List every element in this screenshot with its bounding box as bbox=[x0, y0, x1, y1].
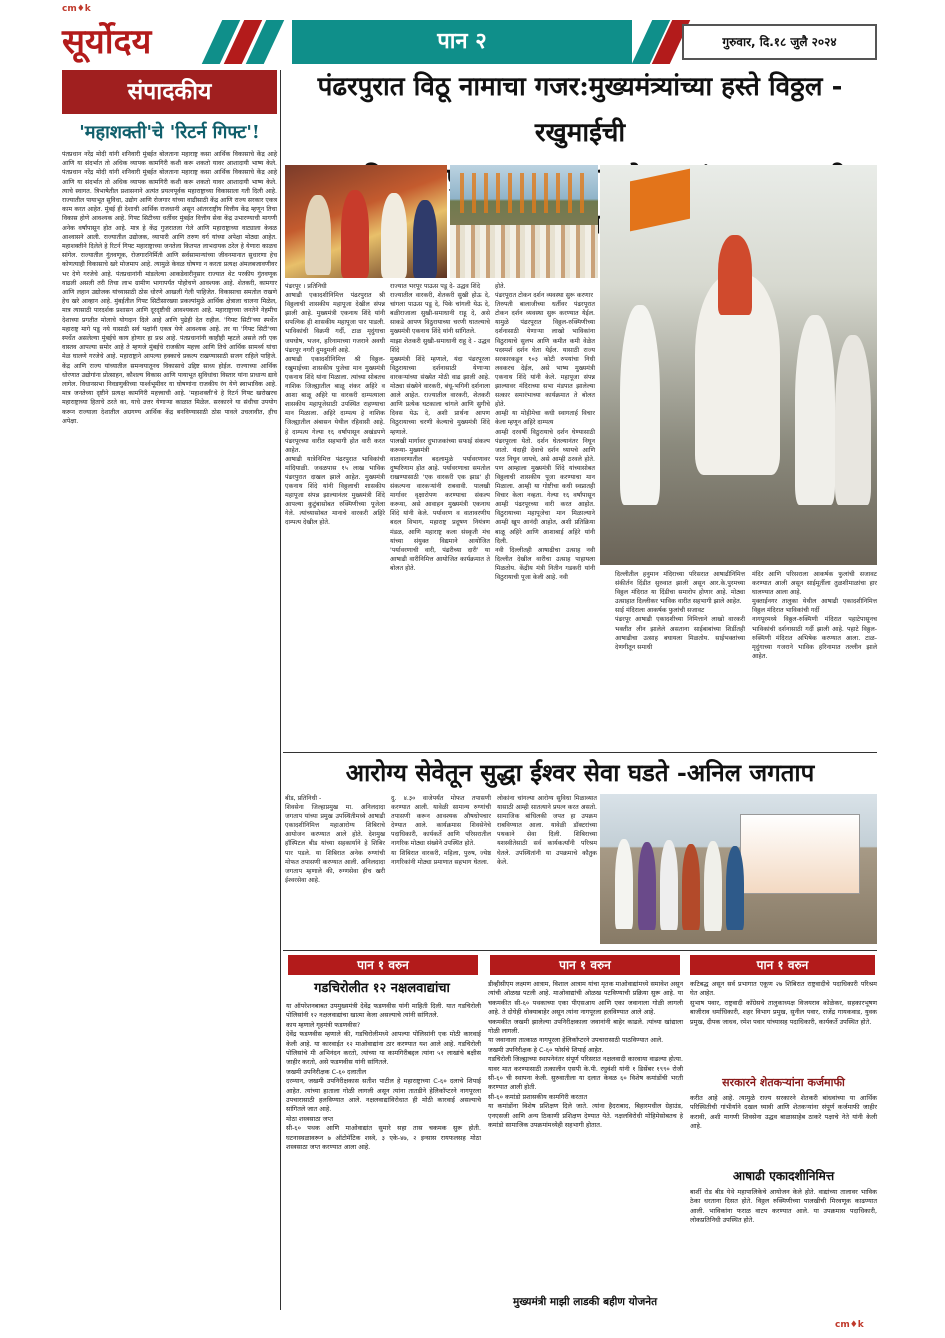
right-story-body-1: कटिबद्ध असून सर्व प्रभागात एकूण २७ शिबिरात राष्ट्रवादीचे पदाधिकारी परिश्रम घेत आहेत. सुभाष पवार, राष्ट्रवादी काँग्रेसचे तालुकाध्यक्ष विजयराव कोळेकर, सहकारभूषण बाजीराव धर्माधिकारी, शहर विभाग प्रमुख, सुनील पवार, राजेंद्र गायकवाड, युवक प्रमुख, दीपक जाधव, रमेश पवार यांच्यासह पदाधिकारी, कार्यकर्ते उपस्थित होते. bbox=[690, 980, 877, 1026]
naxal-story-body: या ऑपरेशनबाबत उपमुख्यमंत्री देवेंद्र फडणवीस यांनी माहिती दिली. यात गडचिरोली पोलिसांनी १२ नक्षलवाद्यांचा खात्मा केला असल्याचे त्यांनी सांगितले. काय म्हणाले गृहमंत्री फडणवीस? देवेंद्र फडणवीस म्हणाले की, गडचिरोलीमध्ये आपल्या पोलिसांनी एक मोठी कारवाई केली आहे. या कारवाईत १२ माओवाद्यांना ठार करण्यात यश आले आहे. गडचिरोली पोलिसांचे मी अभिनंदन करतो, त्यांच्या या कामगिरीबद्दल त्यांना ५१ लाखांचे बक्षीस जाहीर करतो, असे फडणवीस यांनी सांगितले. जखमी उपनिरीक्षक C-६० दलातील दरम्यान, जखमी उपनिरीक्षकास सतीश पाटील हे महाराष्ट्राच्या C-६० दलाचे शिपाई आहेत. त्यांच्या हाताला गोळी लागली असून त्यांना तातडीने हेलिकॉप्टरने नागपूरला उपचारासाठी हलविण्यात आले. नक्षलवाद्यांविरोधात ही मोठी कारवाई असल्याचे सांगितले जात आहे. मोठा शस्त्रसाठा जप्त सी-६० पथक आणि माओवाद्यांत सुमारे सहा तास चकमक सुरू होती. घटनास्थळावरून ७ ऑटोमॅटिक शस्त्रे, ३ एके-४७, २ इन्सास रायफलसह मोठा शस्त्रसाठा जप्त करण्यात आला आहे. bbox=[286, 1002, 481, 1152]
photo-flag bbox=[630, 169, 690, 232]
naxal-headline: गडचिरोलीत १२ नक्षलवाद्यांचा bbox=[314, 981, 450, 996]
print-mark-bottom: cm♦k bbox=[835, 1320, 864, 1330]
section-divider bbox=[283, 752, 877, 753]
health-story-column-3: लोकांना चांगल्या आरोग्य सुविधा मिळाव्यात यासाठी आम्ही सातत्याने प्रयत्न करत असतो. सामाजिक बांधिलकी जपत हा उपक्रम राबविण्यात आला. यावेळी डॉक्टरांच्या पथकाने सेवा दिली. शिबिराच्या यशस्वीतेसाठी सर्व कार्यकर्त्यांनी परिश्रम घेतले. उपस्थितांनी या उपक्रमाचे कौतुक केले. bbox=[497, 795, 600, 866]
photo-health-camp bbox=[600, 794, 877, 944]
photo-figure bbox=[682, 844, 700, 930]
page-number: पान २ bbox=[437, 29, 487, 54]
lead-headline bbox=[283, 64, 877, 160]
right-story-body-3: बार्शी रोड बीड येथे महापालिकेचे आयोजन केले होते. वाद्यांच्या तालावर भाविक ठेका धरताना दिसत होते. विठ्ठल रुक्मिणीच्या पालखीची मिरवणूक काढण्यात आली. भाविकांना फराळ वाटप करण्यात आले. या उपक्रमास पदाधिकारी, लोकप्रतिनिधी उपस्थित होते. bbox=[690, 1188, 880, 1225]
issue-date: गुरुवार, दि.१८ जुलै २०२४ bbox=[682, 24, 877, 60]
section-divider bbox=[283, 950, 877, 951]
health-story-column-1: बीड, प्रतिनिधी - शिवसेना जिल्हाप्रमुख मा. अनिलदादा जगताप यांच्या प्रमुख उपस्थितीमध्ये आषाढी एकादशीनिमित्त महाआरोग्य शिबिराचे आयोजन करण्यात आले होते. देशमुख हॉस्पिटल बीड यांच्या सहकार्याने हे शिबिर पार पडले. या शिबिरात अनेक रुग्णांची मोफत तपासणी करण्यात आली. अनिलदादा जगताप म्हणाले की, रुग्णसेवा हीच खरी ईश्वरसेवा आहे. bbox=[285, 795, 385, 884]
lead-story-column-2: राज्यात भरपूर पाऊस पडू दे- उद्धव शिंदे राज्यातील वारकरी, शेतकरी सुखी होऊ दे, चांगला पाऊस पडू दे, पिके चांगली येऊ दे, बळीराजाला सुखी-समाधानी राहू दे, असे साकडे आपण विठुरायाच्या चरणी घातल्याचे मुख्यमंत्री एकनाथ शिंदे यांनी सांगितले. माझा शेतकरी सुखी-समाधानी राहू दे - उद्धव शिंदे मुख्यमंत्री शिंदे म्हणाले, यंदा पंढरपूरला विठुरायाच्या दर्शनासाठी येणाऱ्या वारकऱ्यांच्या संख्येत मोठी वाढ झाली आहे. मोठ्या संख्येने वारकरी, बंधू-भगिनी दर्शनाला आले आहेत. राज्यातील वारकरी, शेतकरी आणि प्रत्येक घटकाला चांगले आणि सुगीचे दिवस येऊ दे, अशी प्रार्थना आपण विठुरायाच्या चरणी केल्याचे मुख्यमंत्री शिंदे म्हणाले. पालखी मार्गावर दुभाजकांच्या सफाई संकल्प करूया- मुख्यमंत्री वातावरणातील बदलामुळे पर्यावरणावर दुष्परिणाम होत आहे. पर्यावरणाचा समतोल राखण्यासाठी 'एक वारकरी एक झाड' ही संकल्पना वारकऱ्यांनी राबवावी. पालखी मार्गावर वृक्षारोपण करण्याचा संकल्प करूया, असे आवाहन मुख्यमंत्री एकनाथ शिंदे यांनी केले. पर्यावरण व वातावरणीय बदल विभाग, महाराष्ट्र प्रदूषण नियंत्रण मंडळ, आणि महाराष्ट्र कला संस्कृती मंच यांच्या संयुक्त विद्यमाने आयोजित 'पर्यावरणाची वारी, पंढरीच्या दारी' या आषाढी वारीनिमित्त आयोजित कार्यक्रमात ते बोलत होते. bbox=[390, 283, 490, 572]
lead-story-column-3-visible: होते. पंढरपूरात टोकन दर्शन व्यवस्था सुरू करणार तिरुपती बालाजीच्या धर्तीवर पंढरपूरात टोकन दर्शन व्यवस्था सुरू करण्यात येईल. यामुळे पंढरपूरात विठ्ठल-रुक्मिणीच्या दर्शनासाठी येणाऱ्या लाखो भाविकांना विठुरायाचे सुलभ आणि कमीत कमी वेळेत पदस्पर्श दर्शन घेता येईल. यासाठी राज्य सरकारकडून १०३ कोटी रुपयांचा निधी लवकरच देईल, असे भाष्य मुख्यमंत्री एकनाथ शिंदे यांनी केले. महापूजा संपन्न झाल्यावर मंदिराच्या सभा मंडपात झालेल्या सत्कार समारंभाच्या कार्यक्रमात ते बोलत होते. आम्ही या मोहीमेचा कधी स्वागतार्ह विचार केला म्हणून अहिरे दाम्पत्य आम्ही दरवर्षी विठुरायाचे दर्शन घेण्यासाठी पंढरपूरला येतो. दर्शन घेतल्यानंतर निघून जातो. यंदाही देवाचे दर्शन घ्यायचे आणि परत निघून जायचे, असे आम्ही ठरवले होते. पण आम्हाला मुख्यमंत्री शिंदे यांच्यासोबत विठ्ठलाची शासकीय पूजा करण्याचा मान मिळाला. आम्ही या गोष्टीचा कधी स्वप्नातही विचार केला नव्हता. गेल्या १६ वर्षांपासून आम्ही पंढरपूरच्या वारी करत आहोत. विठुरायाच्या महापूजेचा मान मिळाल्याने आम्ही खूप आनंदी आहोत, अशी प्रतिक्रिया बाळू अहिरे आणि आशाबाई अहिरे यांनी दिली. नवी दिल्लीतही आषाढीचा उत्साह नवी दिल्लीत देखील वारीचा उत्साह पाहायला मिळतोय. केंद्रीय मंत्री नितीन गडकरी यांनी विठुरायाची पूजा केली आहे. नवी bbox=[495, 283, 595, 581]
photo-banner bbox=[740, 814, 860, 894]
photo-figure bbox=[795, 315, 835, 505]
photo-procession bbox=[600, 165, 877, 565]
column-divider bbox=[280, 70, 281, 1310]
masthead bbox=[62, 20, 877, 64]
photo-crowd bbox=[450, 165, 598, 278]
health-headline: आरोग्य सेवेतून सुद्धा ईश्वर सेवा घडते -अनिल जगताप bbox=[345, 758, 815, 787]
photo-figure bbox=[413, 200, 437, 278]
photo-figure bbox=[704, 841, 722, 931]
editorial-body: पंतप्रधान नरेंद्र मोदी यांनी शनिवारी मुंबईत बोलताना महाराष्ट्र कसा आर्थिक विकासाचे केंद्र आहे आणि या संदर्भात तो अधिक व्यापक कामगिरी कशी करू शकतो यावर आशादायी भाष्य केले. पंतप्रधान नरेंद्र मोदी यांनी शनिवारी मुंबईत बोलताना महाराष्ट्र कसा आर्थिक विकासाचे केंद्र आहे आणि या संदर्भात तो अधिक व्यापक कामगिरी कशी करू शकतो यावर आशादायी भाष्य केले. त्याचे स्वागत. त्रिभाषेतील प्रशासनाने अत्यंत प्रयत्नपूर्वक महाराष्ट्राच्या विकासाला गती दिली आहे. राज्यातील पायाभूत सुविधा, उद्योग आणि रोजगार यांच्या वाढीसाठी केंद्र आणि राज्य सरकार एकत्र काम करत आहेत. मुंबई ही देशाची आर्थिक राजधानी असून आंतरराष्ट्रीय वित्तीय केंद्र म्हणून तिचा विकास होणे आवश्यक आहे. गिफ्ट सिटीच्या धर्तीवर मुंबईत वित्तीय सेवा केंद्र उभारण्याची मागणी अनेक वर्षांपासून होत आहे. मात्र हे केंद्र गुजरातला गेले आणि महाराष्ट्राच्या वाट्याला केवळ आश्वासने आली. राज्यातील उद्योजक, व्यापारी आणि तरुण वर्ग यांच्या अपेक्षा मोठ्या आहेत. महाशक्तीने दिलेले हे रिटर्न गिफ्ट महाराष्ट्राच्या जनतेला कितपत लाभदायक ठरेल हे येणारा काळच सांगेल. राज्यातील गुंतवणूक, रोजगारनिर्मिती आणि सर्वसामान्यांच्या जीवनमानात सुधारणा हेच कोणत्याही विकासाचे खरे मोजमाप आहे. त्यामुळे केवळ घोषणा न करता प्रत्यक्ष अंमलबजावणीवर भर देणे गरजेचे आहे. पंतप्रधानांनी मांडलेल्या आकडेवारीनुसार राज्यात थेट परकीय गुंतवणूक वाढली असली तरी तिचा लाभ ग्रामीण भागापर्यंत पोहोचणे आवश्यक आहे. शेतकरी, कामगार आणि लहान उद्योजक यांच्यासाठी ठोस धोरणे आखली गेली पाहिजेत. विकासाचा समतोल राखणे हेच खरे आव्हान आहे. मुंबईतील गिफ्ट सिटीसारख्या प्रकल्पांमुळे आर्थिक क्षेत्राला चालना मिळेल, मात्र त्यासाठी पारदर्शक प्रशासन आणि दूरदृष्टीची आवश्यकता आहे. महाराष्ट्राच्या जनतेने नेहमीच देशाच्या प्रगतीत मोलाचे योगदान दिले आहे आणि पुढेही देत राहील. 'गिफ्ट सिटी'च्या स्पर्धेत महाराष्ट्र मागे पडू नये यासाठी सर्व पक्षांनी एकत्र येणे आवश्यक आहे. तर या 'गिफ्ट सिटी'च्या स्पर्धेत असलेल्या मुंबईचे काय होणार हा प्रश्न आहे. पंतप्रधानांनी काहीही म्हटले असले तरी एक वास्तव आपल्या समोर आहे ते म्हणजे मुंबईचे राजकीय महत्त्व आणि तिचे आर्थिक सामर्थ्य यांचा मेळ घालणे गरजेचे आहे. महाराष्ट्राने आपल्या हक्काचे प्रकल्प राखण्यासाठी सजग राहिले पाहिजे. केंद्र आणि राज्य यांच्यातील समन्वयातूनच विकासाचे उद्दिष्ट साध्य होईल. राज्याच्या आर्थिक धोरणात उद्योगांना प्रोत्साहन, कौशल्य विकास आणि पायाभूत सुविधांचा विस्तार यांना प्राधान्य द्यावे लागेल. विधानसभा निवडणुकीच्या पार्श्वभूमीवर या घोषणांना राजकीय रंग येणे स्वाभाविक आहे. मात्र जनतेच्या दृष्टीने प्रत्यक्ष कामगिरी महत्त्वाची आहे. 'महाशक्ती'चे हे रिटर्न गिफ्ट खरोखरच महाराष्ट्राच्या हिताचे ठरते का, याचे उत्तर येणाऱ्या काळात मिळेल. सरकारने या संधीचा उपयोग करून राज्याला देशातील अग्रगण्य आर्थिक केंद्र बनविण्यासाठी ठोस पावले उचलावीत, हीच अपेक्षा. bbox=[62, 151, 279, 425]
photo-rider bbox=[718, 235, 752, 315]
lead-story-column-1: पंढरपूर । प्रतिनिधी आषाढी एकादशीनिमित्त पंढरपुरात श्री विठ्ठलाची शासकीय महापूजा देखील संपन्न झाली आहे. मुख्यमंत्री एकनाथ शिंदे यांनी सपत्निक ही शासकीय महापूजा पार पाडली. भाविकांची विक्रमी गर्दी, टाळ मृदुंगाचा जयघोष, भजन, हरिनामाच्या गजराने अवघी पंढरपूर नगरी दुमदुमली आहे. आषाढी एकादशीनिमित्त श्री विठ्ठल-रखुमाईच्या शासकीय पुजेचा मान मुख्यमंत्री एकनाथ शिंदे यांना मिळाला. त्यांच्या सोबतच नाशिक जिल्ह्यातील बाळू शंकर अहिरे व आशा बाळू अहिरे या वारकरी दाम्पत्याला शासकीय महापूजेसाठी उपस्थित राहण्याचा मान मिळाला. अहिरे दाम्पत्य हे नाशिक जिल्ह्यातील अंबासन येथील रहिवासी आहे. हे दाम्पत्य गेल्या १६ वर्षांपासून अखंडपणे पंढरपूरच्या वारीत सहभागी होत वारी करत आहेत. आषाढी यात्रेनिमित्त पंढरपुरात भाविकांची मांदियाळी. जवळपास १५ लाख भाविक पंढरपुरात दाखल झाले आहेत. मुख्यमंत्री एकनाथ शिंदे यांनी विठ्ठलाची शासकीय महापूजा संपन्न झाल्यानंतर मुख्यमंत्री शिंदे आपल्या कुटुंबासोबत रुक्मिणीच्या पूजेला गेले. त्यांच्यासोबत मानाचे वारकरी अहिरे दाम्पत्य देखील होते. bbox=[285, 283, 385, 527]
ladki-bahin-headline: मुख्यमंत्री माझी लाडकी बहीण योजनेत bbox=[512, 1296, 658, 1308]
photo-figure bbox=[620, 305, 660, 505]
middle-story-body: डीव्हीसीएम लक्ष्मण आत्राम, विशाल आत्राम यांचा मृतक माओवाद्यांमध्ये समावेश असून त्यांची ओळख पटली आहे. माओवाद्यांची ओळख पटविण्याची प्रक्रिया सुरू आहे. या चकमकीत सी-६० पथकाच्या एका पीएसआय आणि एका जवानाला गोळी लागली आहे. ते दोघेही धोक्याबाहेर असून त्यांना नागपूरला हलविण्यात आले आहे. चकमकीत जखमी झालेल्या उपनिरीक्षकाला जवानांनी बाहेर काढले. त्यांच्या खांद्याला गोळी लागली. या जवानाला तात्काळ नागपूरला हेलिकॉप्टरने उपचारासाठी पाठविण्यात आले. जखमी उपनिरीक्षक हे C-६० फोर्सचे शिपाई आहेत. गडचिरोली जिल्ह्याच्या स्थापनेनंतर संपूर्ण परिसरात नक्षलवादी कारवाया वाढल्या होत्या. यावर मात करण्यासाठी तत्कालीन एसपी के.पी. रघुवंशी यांनी १ डिसेंबर १९९० रोजी सी-६० ची स्थापना केली. सुरुवातीला या दलात केवळ ६० विशेष कमांडोंची भरती करण्यात आली होती. सी-६० कमांडो प्रशासकीय कामगिरी करतात या कमांडोंना विशेष प्रशिक्षण दिले जाते. त्यांना हैदराबाद, बिहारमधील ग्रेहाउंड, एनएसजी आणि अन्य ठिकाणी प्रशिक्षण देण्यात येते. नक्षलविरोधी मोहिमेसोबतच हे कमांडो सामाजिक उपक्रमांमध्येही सहभागी होतात. bbox=[488, 980, 683, 1130]
right-subhead-2: आषाढी एकादशीनिमित्त bbox=[732, 1169, 835, 1183]
continued-tag-1: पान १ वरुन bbox=[288, 955, 478, 975]
photo-flags bbox=[460, 173, 590, 213]
health-story-column-2: दु. ४.३० वाजेपर्यंत मोफत तपासणी करण्यात आली. यावेळी सामान्य रुग्णांची तपासणी करून आवश्यक औषधोपचार देण्यात आले. कार्यक्रमास शिवसेनेचे पदाधिकारी, कार्यकर्ते आणि परिसरातील नागरिक मोठ्या संख्येने उपस्थित होते. या शिबिरात वारकरी, महिला, पुरुष, ज्येष्ठ नागरिकांनी मोठ्या प्रमाणात सहभाग घेतला. bbox=[391, 795, 491, 866]
editorial-column bbox=[62, 70, 277, 1310]
photo-puja bbox=[285, 165, 447, 278]
right-subhead-1: सरकारने शेतकऱ्यांना कर्जमाफी bbox=[722, 1076, 845, 1089]
photo-figure bbox=[660, 840, 678, 930]
photo-figure bbox=[305, 195, 331, 275]
photo-figure bbox=[341, 190, 369, 278]
editorial-section-header: संपादकीय bbox=[62, 70, 277, 114]
print-mark-top: cm♦k bbox=[62, 4, 91, 14]
continued-tag-2: पान १ वरुन bbox=[490, 955, 680, 975]
lead-story-column-5: मंदिर आणि परिसराला आकर्षक फुलांची सजावट करण्यात आली असून साईमूर्तीला तुळशीमाळांचा हार घालण्यात आला आहे. मुक्ताईनगर तालुका येथील आषाढी एकादशीनिमित्त विठ्ठल मंदिरात भाविकांची गर्दी नागपूरमध्ये विठ्ठल-रुक्मिणी मंदिरात पहाटेपासूनच भाविकांची दर्शनासाठी गर्दी झाली आहे. पहाटे विठ्ठल-रुक्मिणी मंदिरात अभिषेक करण्यात आला. टाळ-मृदुंगाच्या गजराने भाविक हरिनामात तल्लीन झाले आहेत. bbox=[752, 571, 877, 660]
photo-figure bbox=[726, 846, 744, 930]
photo-figure bbox=[638, 842, 656, 930]
lead-headline-line1: पंढरपुरात विठू नामाचा गजर:मुख्यमंत्र्यांच्या हस्ते विठ्ठल - रखुमाईची bbox=[317, 72, 843, 148]
photo-figure bbox=[615, 839, 633, 929]
editorial-title: 'महाशक्ती'चे 'रिटर्न गिफ्ट'! bbox=[79, 122, 260, 143]
continued-tag-3: पान १ वरुन bbox=[690, 955, 875, 975]
photo-crowd-band bbox=[450, 225, 598, 278]
photo-figure bbox=[835, 335, 871, 505]
lead-story-column-4: दिल्लीतील हनुमान मंदिराच्या परिसरात आषाढीनिमित्त संकीर्तन दिंडीत सुरुवात झाली असून आर.के.पुरमच्या विठ्ठल मंदिरात या दिंडीचा समारोप होणार आहे. मोठ्या उत्साहात दिल्लीकर भाविक वारीत सहभागी झाले आहेत. साई मंदिराला आकर्षक फुलांची सजावट पंढरपूर आषाढी एकादशीच्या निमित्ताने लाखो वारकरी भक्तीत लीन झालेले असताना साईबाबांच्या शिर्डीतही आषाढीचा उत्साह बघायला मिळतोय. साईभक्तांच्या देणगीतून समाधी bbox=[615, 571, 745, 651]
photo-figure bbox=[381, 193, 407, 278]
right-story-body-2: करीत आहे आहे. त्यामुळे राज्य सरकारने शेतकरी बांधवांच्या या आर्थिक परिस्थितीची गांभीर्याने दखल घ्यावी आणि शेतकऱ्यांना संपूर्ण कर्जमाफी जाहीर करावी, अशी मागणी शिवसेना उद्धव बाळासाहेब ठाकरे पक्षाचे नेते यांनी केली आहे. bbox=[690, 1094, 880, 1131]
newspaper-logo: सूर्योदय bbox=[62, 22, 152, 62]
